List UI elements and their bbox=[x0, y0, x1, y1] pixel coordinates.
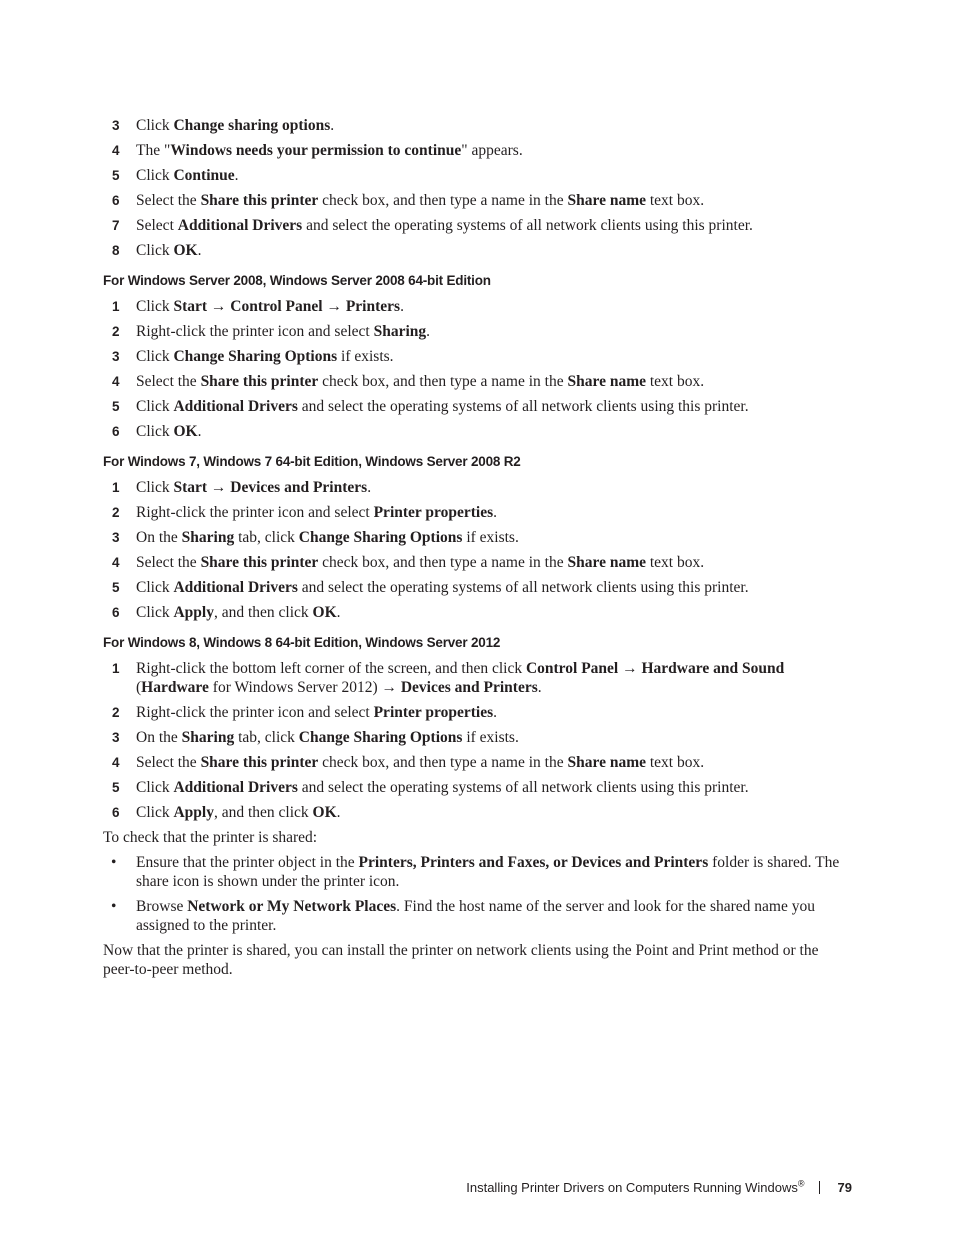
text-run: . bbox=[336, 804, 341, 821]
text-run: . bbox=[426, 323, 431, 340]
step-text bbox=[136, 116, 853, 135]
text-run: Click bbox=[136, 242, 174, 259]
step-number: 4 bbox=[112, 755, 120, 770]
step-item bbox=[103, 422, 853, 441]
bold-term: OK bbox=[173, 423, 198, 440]
text-run: folder is shared. The share icon is shown under the printer icon. bbox=[136, 854, 840, 890]
text-run: . bbox=[493, 504, 497, 521]
text-run: text box. bbox=[646, 554, 705, 571]
text-run: and select the operating systems of all network clients using this printer. bbox=[297, 779, 749, 796]
text-run: . bbox=[336, 604, 341, 621]
text-run: check box, and then type a name in the bbox=[318, 373, 568, 390]
text-run: and select the operating systems of all network clients using this printer. bbox=[302, 217, 753, 234]
step-item bbox=[103, 703, 853, 722]
bold-term: Continue bbox=[173, 167, 235, 184]
footer-title bbox=[466, 1180, 804, 1195]
step-number: 3 bbox=[112, 118, 120, 133]
step-text bbox=[136, 241, 853, 260]
bold-term: Change Sharing Options bbox=[298, 529, 463, 546]
step-text bbox=[136, 659, 853, 697]
text-run: . bbox=[537, 679, 542, 696]
bold-term: Share this printer bbox=[200, 754, 319, 771]
bullet-text bbox=[136, 897, 853, 935]
step-text bbox=[136, 397, 853, 416]
step-item bbox=[103, 753, 853, 772]
step-text bbox=[136, 778, 853, 797]
step-number: 4 bbox=[112, 374, 120, 389]
bold-term: Start bbox=[173, 479, 208, 496]
step-item bbox=[103, 603, 853, 622]
text-run: . bbox=[197, 423, 202, 440]
bold-term: Share this printer bbox=[200, 554, 319, 571]
step-item bbox=[103, 216, 853, 235]
step-item bbox=[103, 116, 853, 135]
step-item bbox=[103, 372, 853, 391]
step-text bbox=[136, 553, 853, 572]
text-run: if exists. bbox=[337, 348, 394, 365]
text-run: Click bbox=[136, 579, 174, 596]
step-text bbox=[136, 803, 853, 822]
text-run: The " bbox=[136, 142, 171, 159]
step-number: 6 bbox=[112, 605, 120, 620]
text-run: Select the bbox=[136, 554, 201, 571]
step-item bbox=[103, 397, 853, 416]
step-item bbox=[103, 166, 853, 185]
step-text bbox=[136, 191, 853, 210]
text-run: Click bbox=[136, 604, 174, 621]
step-number: 5 bbox=[112, 780, 120, 795]
text-run: . bbox=[493, 704, 497, 721]
step-text bbox=[136, 216, 853, 235]
bold-term: Network or My Network Places bbox=[187, 898, 397, 915]
bold-term: Share name bbox=[567, 373, 646, 390]
step-text bbox=[136, 422, 853, 441]
text-run: Click bbox=[136, 804, 174, 821]
section-1 bbox=[103, 116, 853, 260]
bold-term: Printers, Printers and Faxes, or Devices and Printers bbox=[358, 854, 709, 871]
bold-term: Start bbox=[173, 298, 208, 315]
bold-term: Additional Drivers bbox=[177, 217, 303, 234]
text-run: for Windows Server 2012) → bbox=[208, 679, 401, 696]
step-number: 5 bbox=[112, 399, 120, 414]
text-run: . bbox=[234, 167, 239, 184]
text-run: check box, and then type a name in the bbox=[318, 754, 568, 771]
text-run: . bbox=[197, 242, 202, 259]
text-run: On the bbox=[136, 729, 182, 746]
text-run: Click bbox=[136, 423, 174, 440]
step-text bbox=[136, 322, 853, 341]
step-number: 1 bbox=[112, 299, 120, 314]
registered-mark: ® bbox=[797, 1178, 805, 1189]
step-text bbox=[136, 166, 853, 185]
step-number: 3 bbox=[112, 730, 120, 745]
bold-term: Printer properties bbox=[373, 704, 494, 721]
bold-term: Apply bbox=[173, 604, 214, 621]
text-run: Browse bbox=[136, 898, 188, 915]
bold-term: Sharing bbox=[181, 529, 235, 546]
text-run: → bbox=[207, 298, 231, 315]
step-item bbox=[103, 322, 853, 341]
text-run: , and then click bbox=[213, 604, 313, 621]
step-number: 6 bbox=[112, 424, 120, 439]
step-number: 2 bbox=[112, 324, 120, 339]
step-number: 7 bbox=[112, 218, 120, 233]
text-run: . bbox=[400, 298, 404, 315]
section-3 bbox=[103, 452, 853, 622]
text-run: text box. bbox=[646, 192, 705, 209]
text-run: tab, click bbox=[234, 529, 299, 546]
step-item bbox=[103, 803, 853, 822]
text-run: Right-click the bottom left corner of the screen, and then click bbox=[136, 660, 526, 677]
text-run: tab, click bbox=[234, 729, 299, 746]
closing-paragraph: Now that the printer is shared, you can install the printer on network clients using the Point and Print method or the peer-to-peer method. bbox=[103, 942, 819, 978]
text-run: Right-click the printer icon and select bbox=[136, 504, 374, 521]
bold-term: Additional Drivers bbox=[173, 579, 298, 596]
text-run: Click bbox=[136, 298, 174, 315]
text-run: if exists. bbox=[462, 729, 519, 746]
step-text bbox=[136, 347, 853, 366]
page-footer bbox=[466, 1180, 852, 1195]
bold-term: OK bbox=[312, 604, 337, 621]
step-item bbox=[103, 728, 853, 747]
bold-term: Printer properties bbox=[373, 504, 494, 521]
section-heading: For Windows 8, Windows 8 64-bit Edition, Windows Server 2012 bbox=[103, 635, 501, 650]
bold-term: Control Panel bbox=[230, 298, 323, 315]
text-run: Select the bbox=[136, 754, 201, 771]
bold-term: Windows needs your permission to continue bbox=[170, 142, 462, 159]
text-run: On the bbox=[136, 529, 182, 546]
section-2 bbox=[103, 271, 853, 441]
step-text bbox=[136, 753, 853, 772]
text-run: , and then click bbox=[213, 804, 313, 821]
step-number: 1 bbox=[112, 661, 120, 676]
section-heading: For Windows Server 2008, Windows Server 2008 64-bit Edition bbox=[103, 273, 491, 288]
bullet-item bbox=[103, 853, 853, 891]
bold-term: Sharing bbox=[373, 323, 427, 340]
step-item bbox=[103, 297, 853, 316]
bold-term: Share this printer bbox=[200, 373, 319, 390]
text-run: . bbox=[367, 479, 372, 496]
text-run: Click bbox=[136, 779, 174, 796]
step-item bbox=[103, 528, 853, 547]
text-run: → bbox=[322, 298, 346, 315]
bullet-text bbox=[136, 853, 853, 891]
step-number: 4 bbox=[112, 143, 120, 158]
bold-term: Devices and Printers bbox=[400, 679, 538, 696]
step-number: 6 bbox=[112, 193, 120, 208]
page-number: 79 bbox=[837, 1180, 852, 1195]
text-run: Right-click the printer icon and select bbox=[136, 704, 374, 721]
step-item bbox=[103, 347, 853, 366]
bold-term: Additional Drivers bbox=[173, 398, 298, 415]
step-text bbox=[136, 141, 853, 160]
bold-term: OK bbox=[173, 242, 198, 259]
check-intro: To check that the printer is shared: bbox=[103, 829, 318, 846]
text-run: check box, and then type a name in the bbox=[318, 554, 568, 571]
text-run: Ensure that the printer object in the bbox=[136, 854, 359, 871]
bold-term: Devices and Printers bbox=[230, 479, 368, 496]
step-item bbox=[103, 778, 853, 797]
step-item bbox=[103, 659, 853, 697]
step-number: 3 bbox=[112, 530, 120, 545]
text-run: and select the operating systems of all network clients using this printer. bbox=[297, 579, 749, 596]
bold-term: Change sharing options bbox=[173, 117, 331, 134]
check-bullets bbox=[103, 853, 853, 935]
step-number: 5 bbox=[112, 580, 120, 595]
bold-term: Control Panel bbox=[525, 660, 619, 677]
bold-term: Sharing bbox=[181, 729, 235, 746]
footer-title-text: Installing Printer Drivers on Computers Running Windows bbox=[466, 1180, 798, 1195]
step-number: 8 bbox=[112, 243, 120, 258]
text-run: check box, and then type a name in the bbox=[318, 192, 568, 209]
text-run: ( bbox=[136, 679, 142, 696]
step-item bbox=[103, 553, 853, 572]
text-run: Select the bbox=[136, 373, 201, 390]
bold-term: Share name bbox=[567, 192, 646, 209]
step-text bbox=[136, 372, 853, 391]
text-run: → bbox=[618, 660, 642, 677]
step-number: 1 bbox=[112, 480, 120, 495]
text-run: Click bbox=[136, 479, 174, 496]
bold-term: Hardware bbox=[141, 679, 209, 696]
text-run: Click bbox=[136, 398, 174, 415]
step-number: 6 bbox=[112, 805, 120, 820]
step-number: 3 bbox=[112, 349, 120, 364]
step-number: 5 bbox=[112, 168, 120, 183]
step-item bbox=[103, 503, 853, 522]
step-item bbox=[103, 578, 853, 597]
text-run: if exists. bbox=[462, 529, 519, 546]
text-run: Select the bbox=[136, 192, 201, 209]
text-run: Click bbox=[136, 348, 174, 365]
footer-divider bbox=[819, 1181, 820, 1194]
step-text bbox=[136, 578, 853, 597]
text-run: " appears. bbox=[461, 142, 523, 159]
step-text bbox=[136, 703, 853, 722]
section-4 bbox=[103, 633, 853, 822]
step-item bbox=[103, 241, 853, 260]
text-run: text box. bbox=[646, 754, 705, 771]
bold-term: Share this printer bbox=[200, 192, 319, 209]
step-text bbox=[136, 603, 853, 622]
bold-term: Share name bbox=[567, 754, 646, 771]
bold-term: OK bbox=[312, 804, 337, 821]
text-run: . bbox=[330, 117, 335, 134]
bold-term: Share name bbox=[567, 554, 646, 571]
step-number: 2 bbox=[112, 705, 120, 720]
bold-term: Hardware and Sound bbox=[641, 660, 785, 677]
step-text bbox=[136, 297, 853, 316]
step-item bbox=[103, 191, 853, 210]
page-content bbox=[103, 116, 853, 985]
text-run: Click bbox=[136, 117, 174, 134]
step-text bbox=[136, 478, 853, 497]
bold-term: Printers bbox=[345, 298, 401, 315]
bold-term: Apply bbox=[173, 804, 214, 821]
step-number: 4 bbox=[112, 555, 120, 570]
step-text bbox=[136, 528, 853, 547]
step-number: 2 bbox=[112, 505, 120, 520]
bullet-icon: • bbox=[111, 898, 117, 915]
bold-term: Change Sharing Options bbox=[298, 729, 463, 746]
text-run: Select bbox=[136, 217, 178, 234]
step-item bbox=[103, 478, 853, 497]
text-run: Right-click the printer icon and select bbox=[136, 323, 374, 340]
section-heading: For Windows 7, Windows 7 64-bit Edition, Windows Server 2008 R2 bbox=[103, 454, 521, 469]
step-text bbox=[136, 503, 853, 522]
step-text bbox=[136, 728, 853, 747]
text-run: → bbox=[207, 479, 231, 496]
bold-term: Additional Drivers bbox=[173, 779, 298, 796]
step-item bbox=[103, 141, 853, 160]
text-run: Click bbox=[136, 167, 174, 184]
text-run: and select the operating systems of all network clients using this printer. bbox=[297, 398, 749, 415]
bullet-item bbox=[103, 897, 853, 935]
text-run: text box. bbox=[646, 373, 705, 390]
text-run: . Find the host name of the server and look for the shared name you assigned to the printer. bbox=[136, 898, 815, 934]
bold-term: Change Sharing Options bbox=[173, 348, 338, 365]
bullet-icon: • bbox=[111, 854, 117, 871]
